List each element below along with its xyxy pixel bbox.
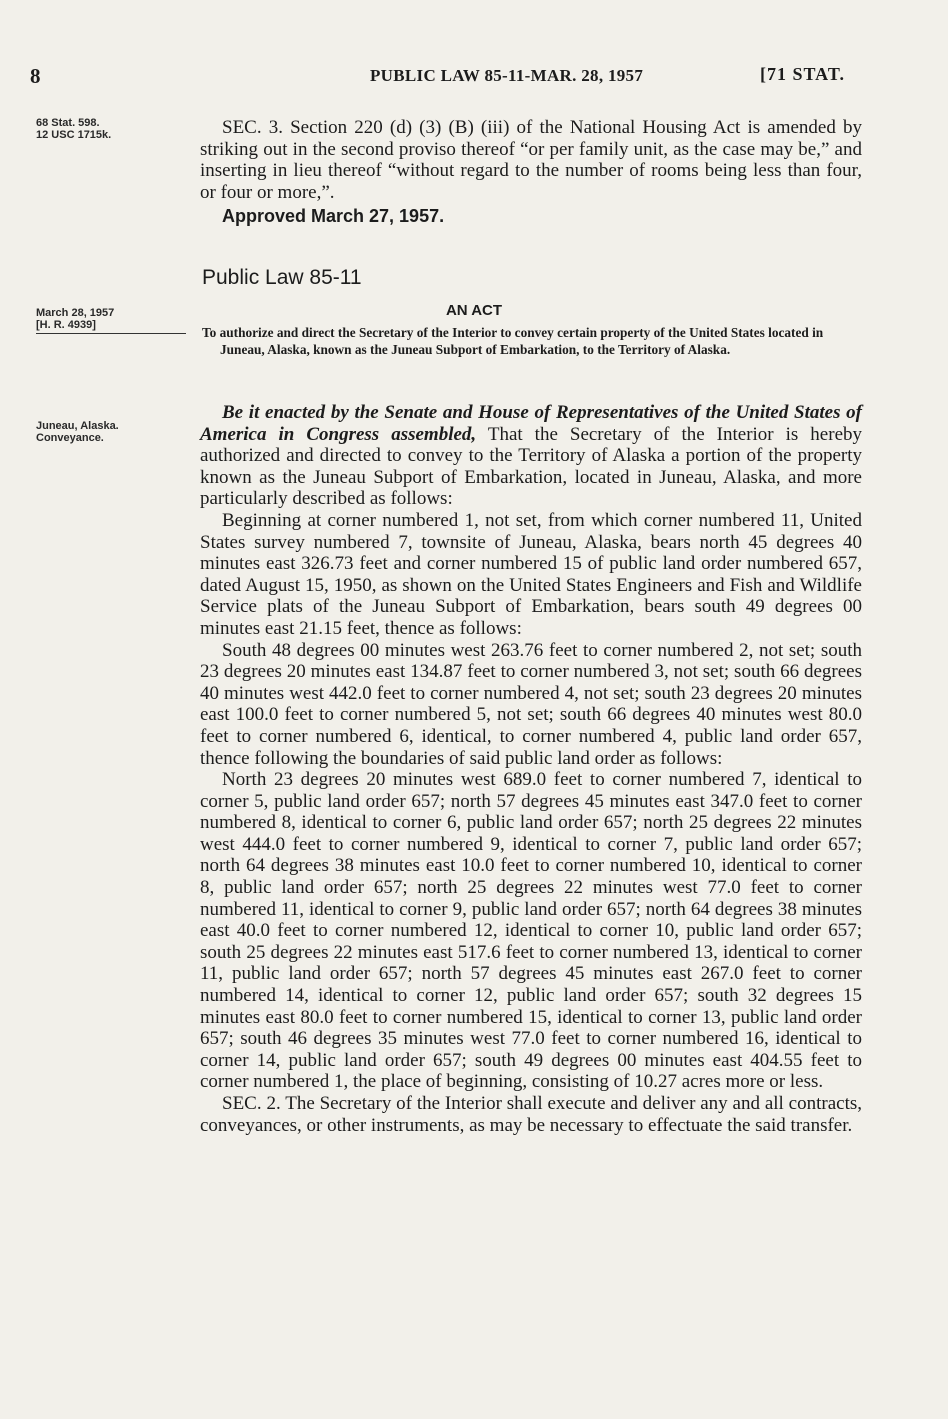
margin-bill-number: [H. R. 4939] [36,319,96,331]
enacting-paragraph-rest: That the Secretary of the Interior is hereby authorized and directed to convey to the Territory of Alaska a portion of the property known as the Juneau Subport of Embarkation, located in Juneau, Alaska, and more particularly described as follows: [200,423,863,510]
act-purpose: To authorize and direct the Secretary of the Interior to convey certain property of the United States located in Juneau, Alaska, known as the Juneau Subport of Embarkation, to the Territory of Alaska. [202,325,824,357]
section-3-block [200,117,862,228]
beginning-description: Beginning at corner numbered 1, not set, from which corner numbered 11, United States survey numbered 7, townsite of Juneau, Alaska, bears north 45 degrees 40 minutes east 326.73 feet and corner numbered 15 of public land order numbered 657, dated August 15, 1950, as shown on the United States Engineers and Fish and Wildlife Service plats of the Juneau Subport of Embarkation, bears south 49 degrees 00 minutes east 21.15 feet, thence as follows: [200,509,862,639]
approval-date: Approved March 27, 1957. [222,206,445,227]
margin-citation-usc: 12 USC 1715k. [36,129,112,141]
enacting-paragraph [200,402,862,510]
act-body [200,402,862,1136]
margin-citation-stat: 68 Stat. 598. [36,117,100,129]
section-3-text: SEC. 3. Section 220 (d) (3) (B) (iii) of the National Housing Act is amended by striking out in the second proviso thereof “or per family unit, as the case may be,” and inserting in lieu thereof “without regard to the number of rooms being less than four, or four or more,”. [200,117,862,203]
section-2-text: SEC. 2. The Secretary of the Interior shall execute and deliver any and all contracts, conveyances, or other instruments, as may be necessary to effectuate the said transfer. [200,1093,862,1136]
public-law-title: Public Law 85-11 [202,266,362,289]
page-number: 8 [30,64,41,88]
margin-rule [36,333,186,334]
margin-subject-place: Juneau, Alaska. [36,420,119,432]
an-act-heading: AN ACT [445,302,503,319]
margin-subject [36,420,119,444]
enacting-clause: Be it enacted by the Senate and House of Representatives of the United States of America in Congress assembled, [200,402,862,445]
running-title: PUBLIC LAW 85-11-MAR. 28, 1957 [370,66,644,85]
page-header [30,64,910,94]
volume-reference: [71 STAT. [760,64,846,84]
margin-subject-topic: Conveyance. [36,432,104,444]
margin-citation [36,117,111,141]
boundary-description-2: North 23 degrees 20 minutes west 689.0 feet to corner numbered 7, identical to corner 5, public land order 657; north 57 degrees 45 minutes east 347.0 feet to corner numbered 8, identical to corner 6, public land order 657; north 25 degrees 22 minutes west 444.0 feet to corner numbered 9, identical to corner 7, public land order 657; north 64 degrees 38 minutes east 10.0 feet to corner numbered 10, identical to corner 8, public land order 657; north 25 degrees 22 minutes west 77.0 feet to corner numbered 11, identical to corner 9, public land order 657; north 64 degrees 38 minutes east 40.0 feet to corner numbered 12, identical to corner 10, public land order 657; south 25 degrees 22 minutes east 517.6 feet to corner numbered 13, identical to corner 11, public land order 657; north 57 degrees 45 minutes east 267.0 feet to corner numbered 14, identical to corner 12, public land order 657; south 32 degrees 15 minutes east 80.0 feet to corner numbered 15, identical to corner 13, public land order 657; south 46 degrees 35 minutes west 77.0 feet to corner numbered 16, identical to corner 14, public land order 657; south 49 degrees 00 minutes east 404.55 feet to corner numbered 1, the place of beginning, consisting of 10.27 acres more or less. [200,769,862,1093]
boundary-description-1: South 48 degrees 00 minutes west 263.76 feet to corner numbered 2, not set; south 23 degrees 20 minutes east 134.87 feet to corner numbered 3, not set; south 66 degrees 40 minutes west 442.0 feet to corner numbered 4, not set; south 23 degrees 20 minutes east 100.0 feet to corner numbered 5, not set; south 66 degrees 40 minutes west 80.0 feet to corner numbered 6, identical, to corner numbered 4, public land order 657, thence following the boundaries of said public land order as follows: [200,639,862,769]
margin-date: March 28, 1957 [36,307,115,319]
